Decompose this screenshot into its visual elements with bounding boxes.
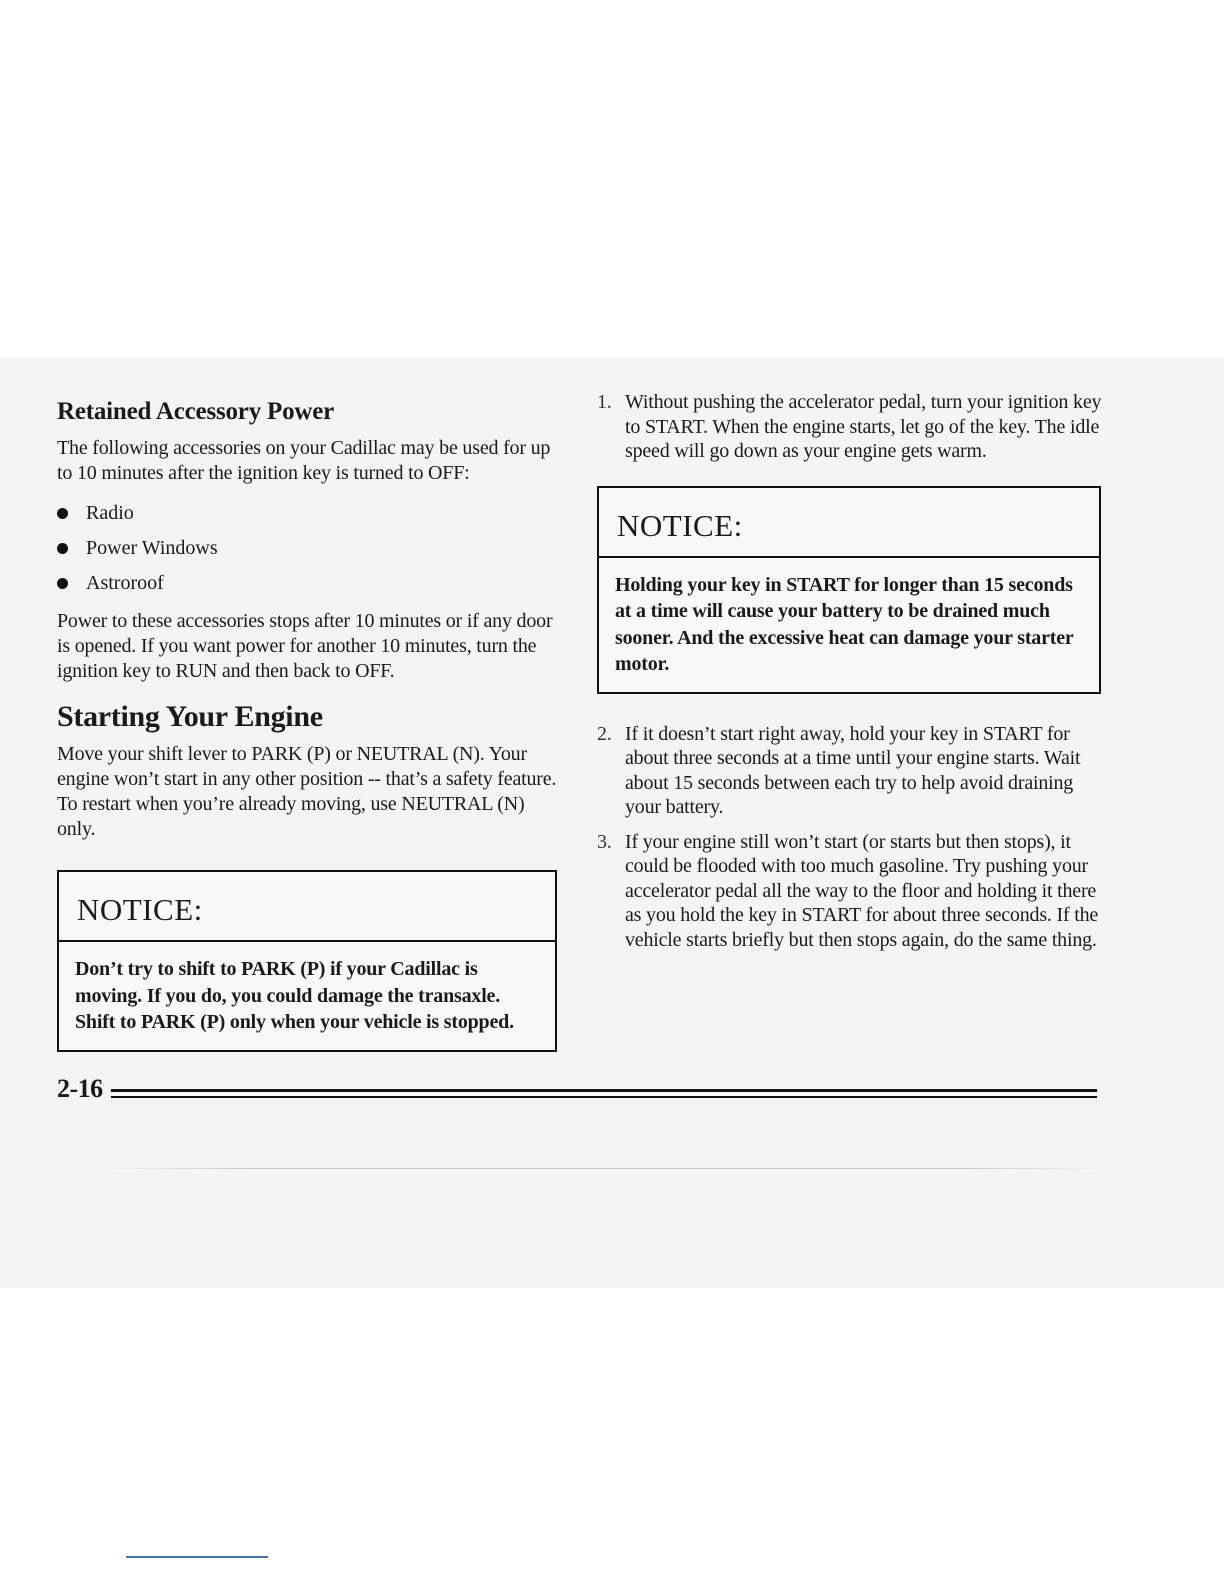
list-item-label: Astroroof [86, 572, 164, 594]
accessory-list [57, 496, 557, 601]
bullet-icon [57, 508, 68, 519]
retained-accessory-power-heading: Retained Accessory Power [57, 398, 335, 425]
retained-after-text: Power to these accessories stops after 10 minutes or if any door is opened. If you want power for another 10 minutes, turn the ignition key to RUN and then back to OFF. [57, 610, 553, 682]
notice-body: Holding your key in START for longer than 15 seconds at a time will cause your battery to be drained much sooner. And the excessive heat can damage your starter motor. [615, 573, 1074, 675]
notice-box-battery [597, 486, 1101, 694]
notice-body: Don’t try to shift to PARK (P) if your Cadillac is moving. If you do, you could damage the transaxle. Shift to PARK (P) only when your vehicle is stopped. [75, 958, 514, 1033]
list-item [597, 830, 1107, 953]
page-number: 2-16 [57, 1074, 103, 1103]
left-column [57, 390, 557, 1052]
list-item [57, 531, 557, 566]
footer-rule [111, 1089, 1097, 1098]
starting-steps-part1 [597, 390, 1107, 464]
list-item-label: Radio [86, 502, 134, 524]
starting-engine-text: Move your shift lever to PARK (P) or NEUTRAL (N). Your engine won’t start in any other position -- that’s a safety feature. To restart when you’re already moving, use NEUTRAL (N) only. [57, 743, 557, 840]
list-item [597, 722, 1107, 820]
list-item [597, 390, 1107, 464]
scan-underline-mark [126, 1556, 268, 1558]
step-text: Without pushing the accelerator pedal, turn your ignition key to START. When the engine starts, let go of the key. The idle speed will go down as your engine gets warm. [625, 391, 1102, 462]
step-number: 3. [597, 830, 612, 853]
notice-title: NOTICE: [599, 488, 1099, 558]
retained-intro-text: The following accessories on your Cadillac may be used for up to 10 minutes after the ignition key is turned to OFF: [57, 437, 551, 484]
page-footer [57, 1074, 1097, 1104]
list-item-label: Power Windows [86, 537, 218, 559]
step-text: If it doesn’t start right away, hold your key in START for about three seconds at a time until your engine starts. Wait about 15 seconds between each try to help avoid draining your battery. [625, 722, 1081, 818]
scan-artifact-line [100, 1168, 1110, 1169]
right-column [597, 390, 1107, 962]
step-number: 2. [597, 722, 612, 745]
list-item [57, 496, 557, 531]
step-number: 1. [597, 391, 612, 413]
starting-steps-part2 [597, 722, 1107, 953]
step-text: If your engine still won’t start (or starts but then stops), it could be flooded with too much gasoline. Try pushing your accelerator pedal all the way to the floor and holding it there as you hold the key in START for about three seconds. If the vehicle starts briefly but then stops again, do the same thing. [625, 830, 1099, 951]
bullet-icon [57, 543, 68, 554]
list-item [57, 566, 557, 601]
bullet-icon [57, 578, 68, 589]
notice-title: NOTICE: [59, 872, 555, 942]
starting-engine-heading: Starting Your Engine [57, 700, 323, 733]
notice-box-park [57, 870, 557, 1052]
